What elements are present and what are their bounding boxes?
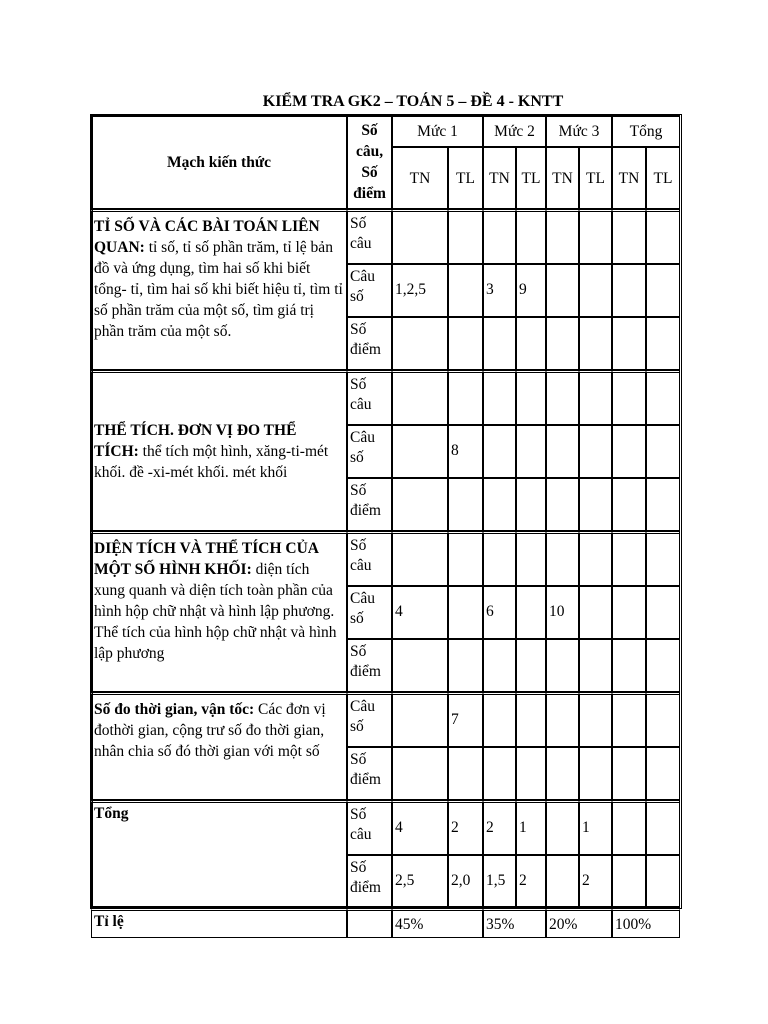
value-cell [448, 478, 483, 531]
row-label-line: điểm [350, 663, 381, 680]
row-label-text [350, 587, 389, 629]
value-cell [612, 639, 646, 692]
row-label-cau-so [347, 586, 392, 639]
header-sub [448, 147, 483, 209]
value-cell [646, 317, 680, 370]
cell-value: 8 [451, 442, 459, 459]
value-cell [392, 747, 448, 800]
row-label-text [350, 479, 389, 521]
value-cell [646, 478, 680, 531]
cell-value [649, 265, 677, 279]
header-sub-text: TL [586, 169, 605, 187]
value-cell [579, 747, 612, 800]
value-cell [579, 478, 612, 531]
value-cell [392, 531, 448, 586]
cell-value: 9 [519, 281, 527, 298]
row-label-cau-so [347, 425, 392, 478]
value-cell [546, 478, 579, 531]
value-cell [448, 586, 483, 639]
value-cell [579, 639, 612, 692]
value-cell [612, 692, 646, 747]
ratio-empty-cell [347, 908, 392, 938]
domain-description: diện tích xung quanh và diện tích toàn phần của hình hộp chữ nhật và hình lập phương. Thể tích của hình hộp chữ nhật và hình lập phương [94, 561, 337, 662]
value-cell [516, 586, 546, 639]
value-cell [392, 478, 448, 531]
value-cell [448, 639, 483, 692]
cell-value [451, 587, 480, 601]
header-level-text: Tổng [629, 122, 663, 140]
value-cell [483, 800, 516, 855]
header-sub [612, 147, 646, 209]
cell-value [649, 803, 677, 817]
header-sub-text: TN [489, 169, 510, 187]
value-cell [392, 800, 448, 855]
header-domain [91, 115, 347, 209]
value-cell [483, 209, 516, 264]
value-cell [612, 264, 646, 317]
value-cell [612, 531, 646, 586]
value-cell [448, 855, 483, 908]
value-cell [483, 478, 516, 531]
row-label-line: câu [350, 826, 372, 843]
section-row [91, 531, 680, 586]
domain-description: thể tích một hình, xăng-ti-mét khối. đề -xi-mét khối. mét khối [94, 443, 329, 481]
value-cell [516, 317, 546, 370]
value-cell [646, 800, 680, 855]
cell-value [615, 856, 643, 870]
value-cell [612, 855, 646, 908]
row-label-line: điểm [350, 879, 381, 896]
value-cell [646, 747, 680, 800]
value-cell [392, 639, 448, 692]
total-label [91, 800, 347, 908]
value-cell [546, 370, 579, 425]
value-cell [579, 586, 612, 639]
cell-value [519, 426, 543, 440]
value-cell [646, 639, 680, 692]
row-label-text [350, 426, 389, 468]
value-cell [516, 425, 546, 478]
value-cell [392, 855, 448, 908]
ratio-value [392, 908, 483, 938]
value-cell [646, 209, 680, 264]
cell-value [549, 265, 576, 279]
knowledge-domain [91, 692, 347, 800]
ratio-label [91, 908, 347, 938]
value-cell [646, 531, 680, 586]
row-label-cau-so [347, 264, 392, 317]
row-label-line: Số [350, 376, 367, 393]
domain-name: TỈ SỐ VÀ CÁC BÀI TOÁN LIÊN QUAN: [94, 218, 320, 256]
header-level-text: Mức 2 [494, 122, 535, 140]
cell-value: 1 [519, 819, 527, 836]
cell-value: 2 [519, 872, 527, 889]
value-cell [612, 370, 646, 425]
value-cell [516, 692, 546, 747]
row-label-text [350, 856, 389, 898]
header-count-line: điểm [353, 185, 386, 202]
value-cell [392, 370, 448, 425]
row-label-line: Số [350, 806, 367, 823]
cell-value [486, 426, 513, 440]
cell-value: 10 [549, 603, 565, 620]
cell-value: 1,2,5 [395, 281, 426, 298]
value-cell [483, 531, 516, 586]
cell-value [649, 587, 677, 601]
row-label-line: Số [350, 751, 367, 768]
value-cell [612, 478, 646, 531]
cell-value [615, 695, 643, 709]
value-cell [612, 425, 646, 478]
value-cell [392, 264, 448, 317]
header-level-text: Mức 1 [417, 122, 458, 140]
value-cell [546, 209, 579, 264]
ratio-value [612, 908, 680, 938]
value-cell [579, 209, 612, 264]
row-label-text [350, 695, 389, 737]
value-cell [483, 586, 516, 639]
header-sub-text: TN [409, 169, 431, 187]
value-cell [579, 264, 612, 317]
row-label-so-cau [347, 209, 392, 264]
header-sub-text: TL [521, 169, 541, 187]
value-cell [579, 317, 612, 370]
value-cell [646, 425, 680, 478]
value-cell [579, 800, 612, 855]
value-cell [579, 425, 612, 478]
value-cell [579, 692, 612, 747]
header-sub-text: TN [618, 169, 640, 187]
value-cell [646, 855, 680, 908]
row-label-text [350, 640, 389, 682]
cell-value [519, 587, 543, 601]
header-sub [646, 147, 680, 209]
row-label-line: điểm [350, 341, 381, 358]
header-level-text: Mức 3 [558, 122, 600, 140]
row-label-text [350, 803, 389, 845]
value-cell [483, 370, 516, 425]
cell-value: 2 [486, 819, 494, 836]
value-cell [546, 317, 579, 370]
cell-value [582, 426, 609, 440]
cell-value [615, 587, 643, 601]
row-label-line: Câu [350, 429, 375, 446]
value-cell [516, 531, 546, 586]
total-label-text: Tổng [94, 805, 129, 822]
cell-value [549, 695, 576, 709]
row-label-line: Số [350, 643, 367, 660]
row-label-line: số [350, 288, 364, 305]
cell-value [549, 803, 576, 817]
row-label-line: câu [350, 396, 372, 413]
value-cell [392, 425, 448, 478]
value-cell [448, 747, 483, 800]
row-label-text [350, 318, 389, 360]
cell-value [395, 426, 445, 440]
row-label-line: Số [350, 321, 367, 338]
value-cell [546, 639, 579, 692]
header-count-line: Số [361, 122, 378, 139]
value-cell [483, 264, 516, 317]
value-cell [612, 747, 646, 800]
value-cell [516, 264, 546, 317]
header-level [612, 115, 680, 147]
ratio-value [546, 908, 612, 938]
row-label-so-cau [347, 800, 392, 855]
value-cell [546, 264, 579, 317]
value-cell [579, 531, 612, 586]
value-cell [612, 209, 646, 264]
domain-name: Số đo thời gian, vận tốc: [94, 701, 255, 718]
cell-value: 4 [395, 819, 403, 836]
header-sub [483, 147, 516, 209]
value-cell [546, 425, 579, 478]
header-sub [579, 147, 612, 209]
cell-value: 1,5 [486, 872, 506, 889]
header-sub [392, 147, 448, 209]
row-label-line: số [350, 449, 364, 466]
cell-value: 2 [451, 819, 459, 836]
knowledge-domain [91, 531, 347, 692]
value-cell [448, 800, 483, 855]
row-label-line: Câu [350, 268, 375, 285]
value-cell [516, 478, 546, 531]
section-row [91, 209, 680, 264]
row-label-line: câu [350, 235, 372, 252]
header-count-line: Số [361, 164, 378, 181]
value-cell [448, 425, 483, 478]
value-cell [546, 531, 579, 586]
ratio-value-text: 100% [615, 915, 652, 933]
row-label-line: Số [350, 537, 367, 554]
ratio-value-text: 45% [395, 915, 424, 933]
value-cell [483, 747, 516, 800]
domain-description: tỉ số, tỉ số phần trăm, tỉ lệ bản đồ và ứng dụng, tìm hai số khi biết tổng- tỉ, tìm hai số khi biết hiệu tỉ, tìm tỉ số phần trăm của một số, tìm giá trị phần trăm của một số. [94, 239, 343, 340]
cell-value: 2 [582, 872, 590, 889]
cell-value [486, 695, 513, 709]
row-label-so-diem [347, 639, 392, 692]
value-cell [516, 747, 546, 800]
cell-value: 3 [486, 281, 494, 298]
value-cell [448, 264, 483, 317]
row-label-line: Câu [350, 698, 375, 715]
header-level [483, 115, 546, 147]
value-cell [516, 800, 546, 855]
cell-value [649, 426, 677, 440]
row-label-so-cau [347, 531, 392, 586]
section-row [91, 692, 680, 747]
cell-value [549, 856, 576, 870]
row-label-line: Số [350, 215, 367, 232]
row-label-cau-so [347, 692, 392, 747]
cell-value [582, 587, 609, 601]
header-sub [516, 147, 546, 209]
value-cell [392, 692, 448, 747]
value-cell [483, 317, 516, 370]
knowledge-matrix-table [91, 115, 680, 938]
value-cell [483, 692, 516, 747]
header-level [392, 115, 483, 147]
cell-value: 2,5 [395, 872, 415, 889]
value-cell [546, 692, 579, 747]
knowledge-domain [91, 370, 347, 531]
value-cell [646, 264, 680, 317]
ratio-label-text: Tỉ lệ [94, 913, 124, 930]
cell-value [615, 265, 643, 279]
cell-value [615, 803, 643, 817]
row-label-text [350, 534, 389, 576]
value-cell [612, 800, 646, 855]
value-cell [546, 586, 579, 639]
cell-value: 6 [486, 603, 494, 620]
row-label-so-diem [347, 317, 392, 370]
value-cell [483, 639, 516, 692]
row-label-line: số [350, 718, 364, 735]
row-label-text [350, 265, 389, 307]
value-cell [516, 855, 546, 908]
value-cell [516, 370, 546, 425]
value-cell [483, 855, 516, 908]
row-label-line: điểm [350, 771, 381, 788]
header-sub [546, 147, 579, 209]
cell-value [451, 265, 480, 279]
header-level [546, 115, 612, 147]
value-cell [392, 209, 448, 264]
cell-value: 4 [395, 603, 403, 620]
value-cell [448, 692, 483, 747]
row-label-line: Số [350, 859, 367, 876]
value-cell [483, 425, 516, 478]
cell-value [582, 695, 609, 709]
value-cell [392, 586, 448, 639]
cell-value: 1 [582, 819, 590, 836]
header-count-line: câu, [355, 143, 384, 160]
value-cell [646, 586, 680, 639]
total-row [91, 800, 680, 855]
row-label-so-diem [347, 855, 392, 908]
cell-value [582, 265, 609, 279]
row-label-text [350, 748, 389, 790]
row-label-text [350, 212, 389, 254]
value-cell [646, 692, 680, 747]
cell-value [649, 695, 677, 709]
row-label-line: số [350, 610, 364, 627]
ratio-value-text: 20% [549, 915, 578, 933]
row-label-so-diem [347, 478, 392, 531]
header-count [347, 115, 392, 209]
cell-value [519, 695, 543, 709]
header-sub-text: TN [552, 169, 573, 187]
domain-description: Các đơn vị đothời gian, cộng trư số đo thời gian, nhân chia số đó thời gian với một số [94, 701, 326, 760]
value-cell [646, 370, 680, 425]
value-cell [448, 531, 483, 586]
header-sub-text: TL [456, 169, 475, 187]
value-cell [546, 747, 579, 800]
section-row [91, 370, 680, 425]
cell-value [649, 856, 677, 870]
row-label-line: điểm [350, 502, 381, 519]
row-label-text [350, 373, 389, 415]
value-cell [612, 586, 646, 639]
value-cell [546, 855, 579, 908]
row-label-line: Câu [350, 590, 375, 607]
knowledge-domain [91, 209, 347, 370]
domain-name: DIỆN TÍCH VÀ THỂ TÍCH CỦA MỘT SỐ HÌNH KHỐI: [94, 540, 319, 578]
row-label-so-cau [347, 370, 392, 425]
value-cell [448, 370, 483, 425]
ratio-value-text: 35% [486, 915, 515, 933]
value-cell [546, 800, 579, 855]
domain-name: THỂ TÍCH. ĐƠN VỊ ĐO THỂ TÍCH: [94, 422, 297, 460]
row-label-line: câu [350, 557, 372, 574]
value-cell [392, 317, 448, 370]
cell-value: 7 [451, 711, 459, 728]
value-cell [612, 317, 646, 370]
header-sub-text: TL [653, 169, 673, 187]
value-cell [448, 209, 483, 264]
cell-value: 2,0 [451, 872, 471, 889]
value-cell [516, 639, 546, 692]
cell-value [395, 695, 445, 709]
ratio-value [483, 908, 546, 938]
row-label-line: Số [350, 482, 367, 499]
ratio-row [91, 908, 680, 938]
cell-value [615, 426, 643, 440]
value-cell [516, 209, 546, 264]
header-domain-text: Mạch kiến thức [166, 153, 272, 171]
value-cell [579, 370, 612, 425]
header-row [91, 115, 680, 147]
row-label-so-diem [347, 747, 392, 800]
value-cell [448, 317, 483, 370]
page-title: KIỂM TRA GK2 – TOÁN 5 – ĐỀ 4 - KNTT [262, 93, 564, 110]
value-cell [579, 855, 612, 908]
cell-value [549, 426, 576, 440]
